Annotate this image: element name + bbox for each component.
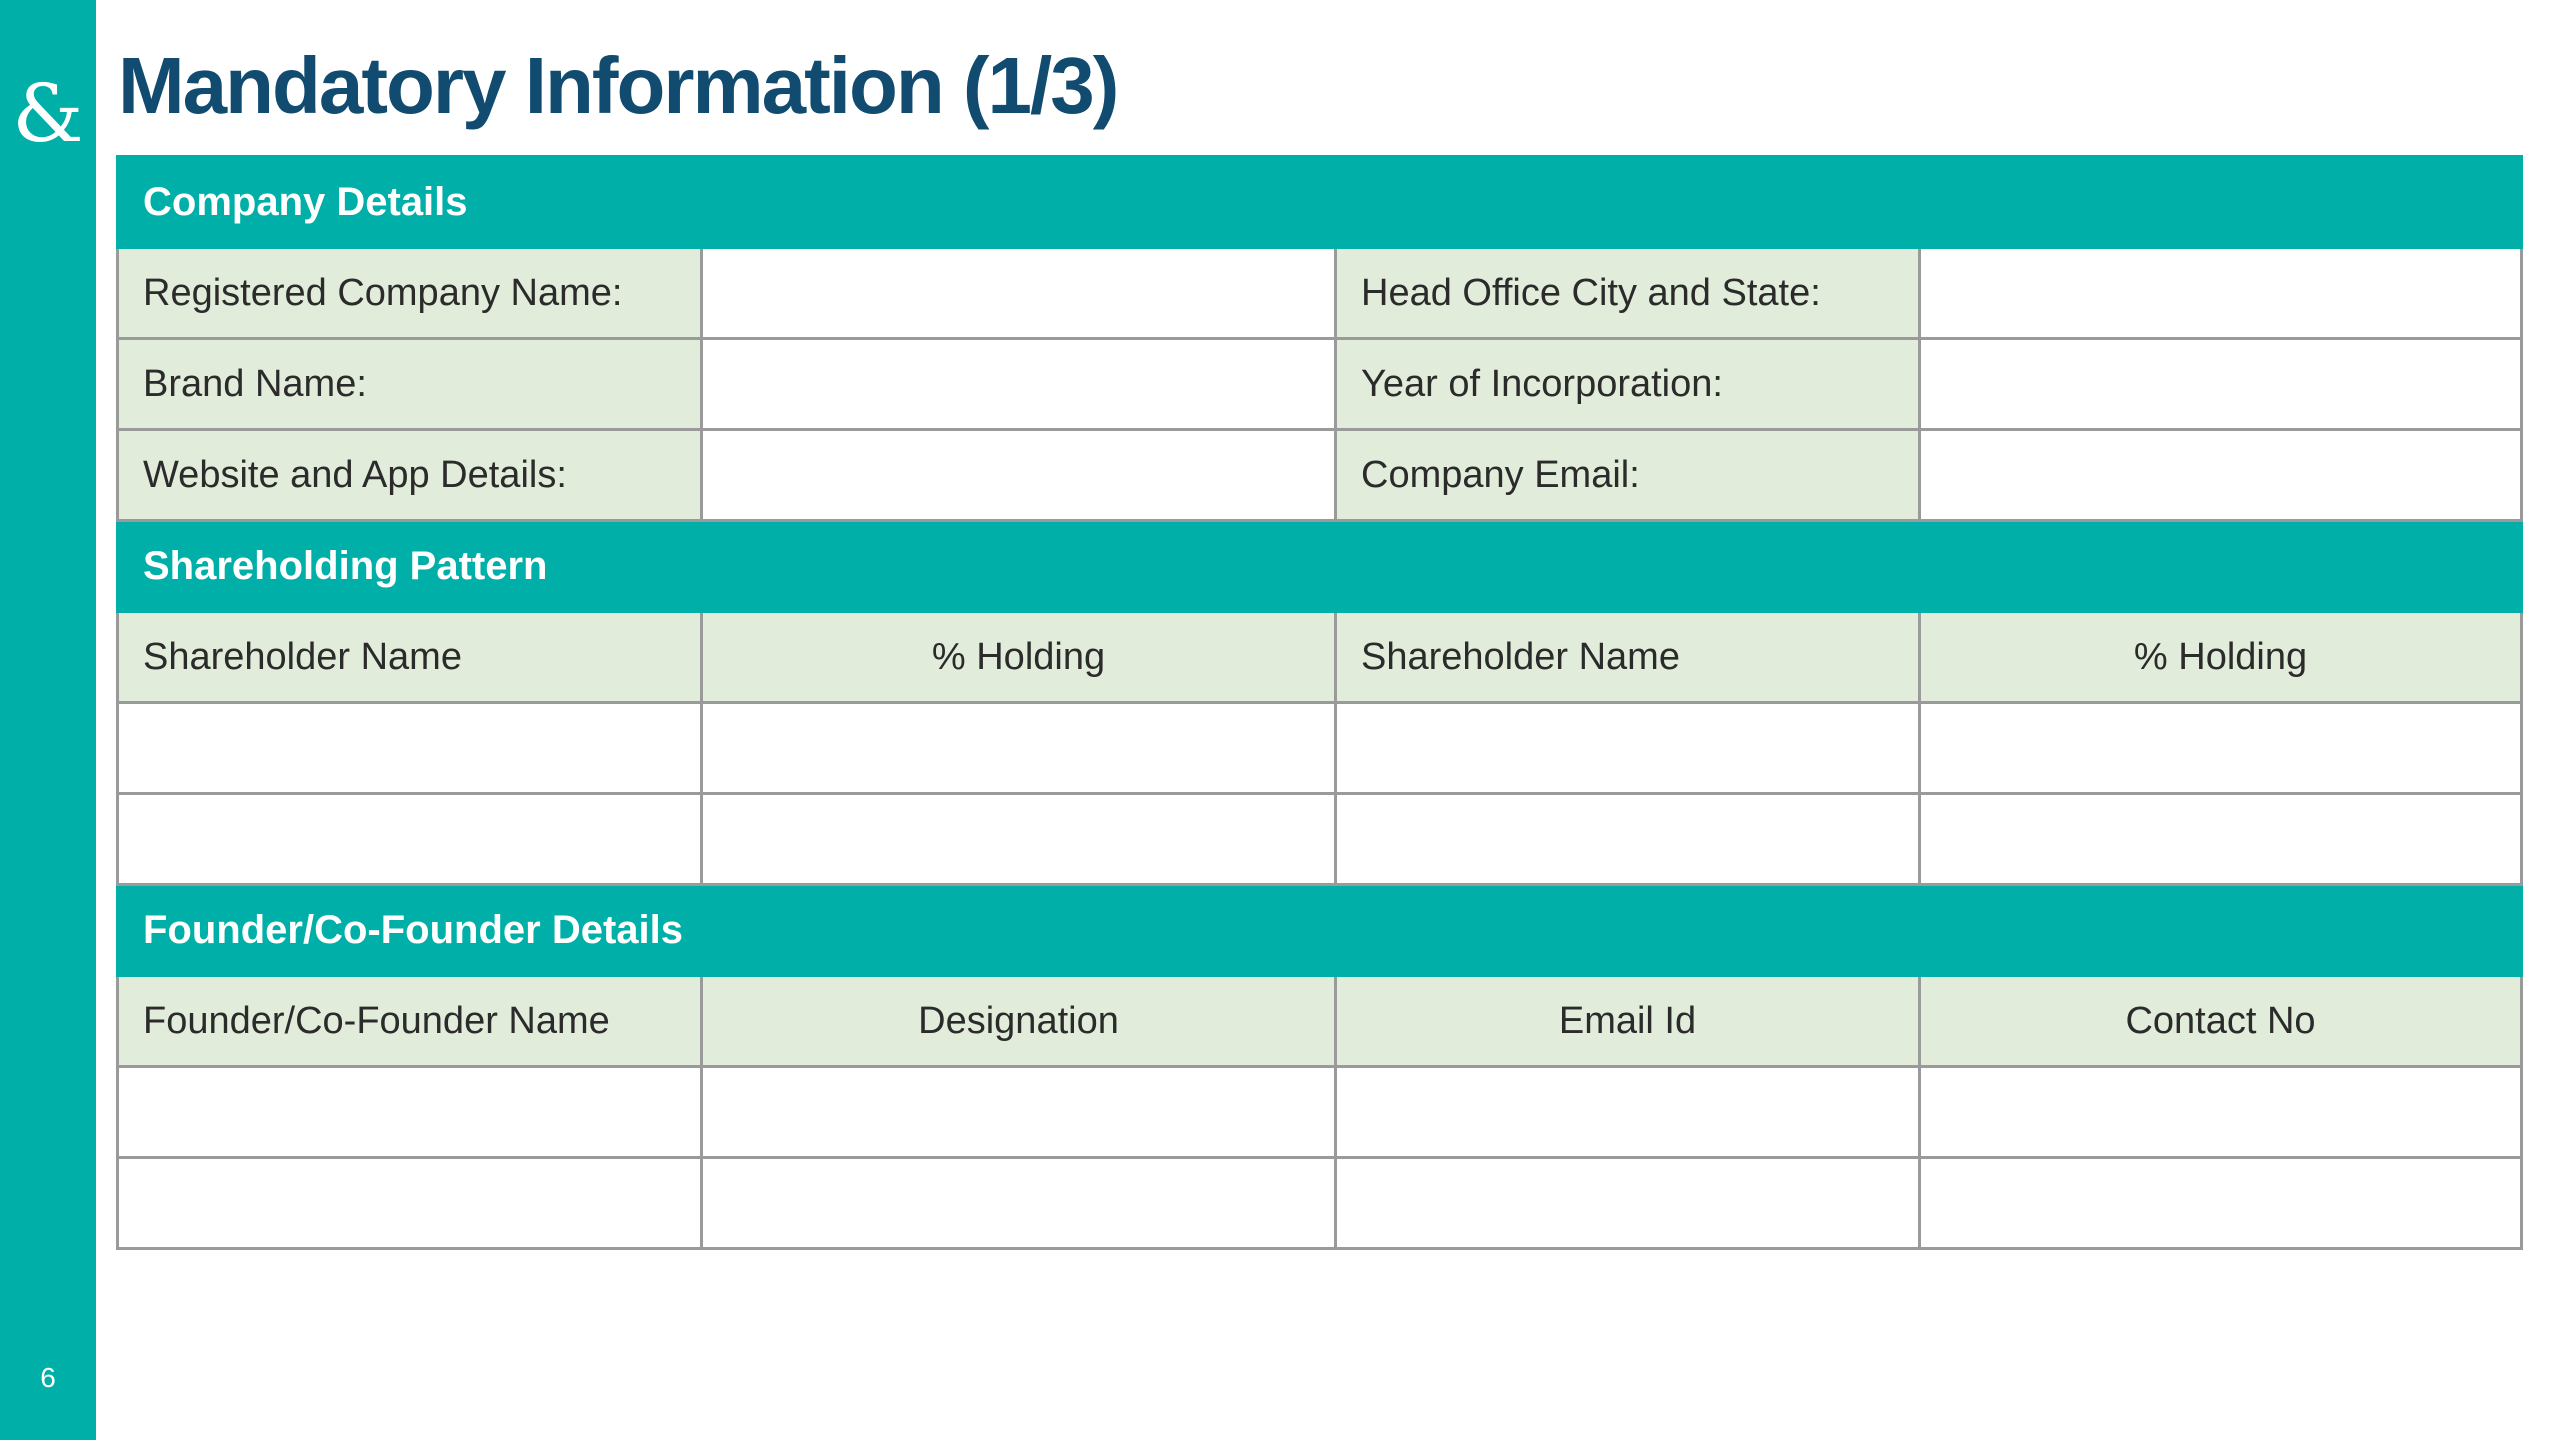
company-details-heading: Company Details [118, 157, 2522, 248]
section-header-row [118, 885, 2522, 976]
website-app-details-label: Website and App Details: [118, 430, 702, 521]
table-row [118, 430, 2522, 521]
page-number: 6 [40, 1362, 56, 1393]
contact-no-cell[interactable] [1920, 1158, 2522, 1249]
email-id-header: Email Id [1336, 976, 1920, 1067]
contact-no-header: Contact No [1920, 976, 2522, 1067]
email-id-cell[interactable] [1336, 1067, 1920, 1158]
table-row [118, 1158, 2522, 1249]
founder-name-cell[interactable] [118, 1067, 702, 1158]
designation-header: Designation [702, 976, 1336, 1067]
holding-percent-header: % Holding [1920, 612, 2522, 703]
registered-company-name-field[interactable] [702, 248, 1336, 339]
company-email-label: Company Email: [1336, 430, 1920, 521]
ampersand-logo-icon: & [12, 67, 84, 160]
shareholder-name-cell[interactable] [118, 794, 702, 885]
website-app-details-field[interactable] [702, 430, 1336, 521]
shareholder-name-cell[interactable] [1336, 703, 1920, 794]
table-row [118, 703, 2522, 794]
mandatory-info-form [116, 155, 2523, 1250]
company-email-field[interactable] [1920, 430, 2522, 521]
founder-details-heading: Founder/Co-Founder Details [118, 885, 2522, 976]
registered-company-name-label: Registered Company Name: [118, 248, 702, 339]
table-row [118, 339, 2522, 430]
sidebar [0, 0, 96, 1440]
founder-name-cell[interactable] [118, 1158, 702, 1249]
shareholder-name-cell[interactable] [1336, 794, 1920, 885]
shareholder-name-cell[interactable] [118, 703, 702, 794]
head-office-city-state-label: Head Office City and State: [1336, 248, 1920, 339]
designation-cell[interactable] [702, 1158, 1336, 1249]
holding-percent-cell[interactable] [1920, 703, 2522, 794]
brand-name-label: Brand Name: [118, 339, 702, 430]
section-header-row [118, 157, 2522, 248]
shareholding-pattern-heading: Shareholding Pattern [118, 521, 2522, 612]
email-id-cell[interactable] [1336, 1158, 1920, 1249]
section-header-row [118, 521, 2522, 612]
shareholder-name-header: Shareholder Name [118, 612, 702, 703]
head-office-city-state-field[interactable] [1920, 248, 2522, 339]
holding-percent-header: % Holding [702, 612, 1336, 703]
year-of-incorporation-field[interactable] [1920, 339, 2522, 430]
holding-percent-cell[interactable] [1920, 794, 2522, 885]
contact-no-cell[interactable] [1920, 1067, 2522, 1158]
table-header-row [118, 612, 2522, 703]
designation-cell[interactable] [702, 1067, 1336, 1158]
shareholder-name-header: Shareholder Name [1336, 612, 1920, 703]
holding-percent-cell[interactable] [702, 794, 1336, 885]
founder-name-header: Founder/Co-Founder Name [118, 976, 702, 1067]
holding-percent-cell[interactable] [702, 703, 1336, 794]
brand-name-field[interactable] [702, 339, 1336, 430]
page-title: Mandatory Information (1/3) [118, 41, 1118, 130]
table-row [118, 1067, 2522, 1158]
table-row [118, 248, 2522, 339]
table-header-row [118, 976, 2522, 1067]
table-row [118, 794, 2522, 885]
year-of-incorporation-label: Year of Incorporation: [1336, 339, 1920, 430]
